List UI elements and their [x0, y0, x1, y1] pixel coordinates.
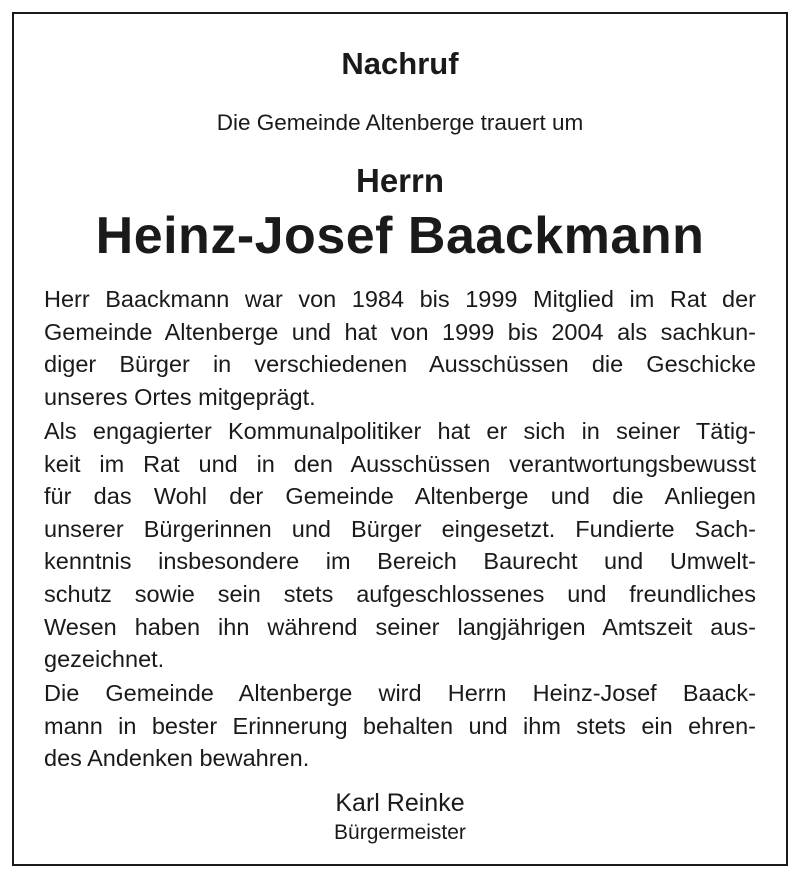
paragraph-tenure — [44, 283, 756, 413]
paragraph-line: Gemeinde Altenberge und hat von 1999 bis 2004 als sachkun- — [44, 318, 756, 345]
paragraph-line: für das Wohl der Gemeinde Altenberge und die Anliegen — [44, 483, 756, 510]
paragraph-line: Als engagierter Kommunalpolitiker hat er sich in seiner Tätig- — [44, 418, 756, 444]
paragraph-line: kenntnis insbesondere im Bereich Baurecht und Umwelt- — [44, 548, 756, 575]
paragraph-line: unserer Bürgerinnen und Bürger eingesetzt. Fundierte Sach- — [44, 515, 756, 542]
deceased-name: Heinz-Josef Baackmann — [95, 207, 705, 265]
signer-title: Bürgermeister — [334, 821, 466, 844]
paragraph-engagement — [44, 415, 756, 676]
salutation: Herrn — [355, 162, 445, 199]
intro-line: Die Gemeinde Altenberge trauert um — [216, 110, 584, 135]
paragraph-line: schutz sowie sein stets aufgeschlossenes und freundliches — [44, 580, 756, 607]
paragraph-line: mann in bester Erinnerung behalten und ihm stets ein ehren- — [44, 712, 756, 739]
paragraph-line: Wesen haben ihn während seiner langjährigen Amtszeit aus- — [44, 613, 756, 640]
paragraph-line: Die Gemeinde Altenberge wird Herrn Heinz-Josef Baack- — [44, 680, 756, 706]
paragraph-line: gezeichnet. — [44, 646, 165, 673]
paragraph-line: keit im Rat und in den Ausschüssen verantwortungsbewusst — [44, 450, 756, 477]
paragraph-line: des Andenken bewahren. — [44, 745, 310, 772]
paragraph-remembrance — [44, 677, 756, 775]
paragraph-line: Herr Baackmann war von 1984 bis 1999 Mitglied im Rat der — [44, 286, 756, 312]
paragraph-line: diger Bürger in verschiedenen Ausschüssen die Geschicke — [44, 351, 756, 378]
signer-name: Karl Reinke — [335, 789, 465, 817]
notice-heading: Nachruf — [341, 46, 459, 81]
paragraph-line: unseres Ortes mitgeprägt. — [44, 383, 316, 410]
